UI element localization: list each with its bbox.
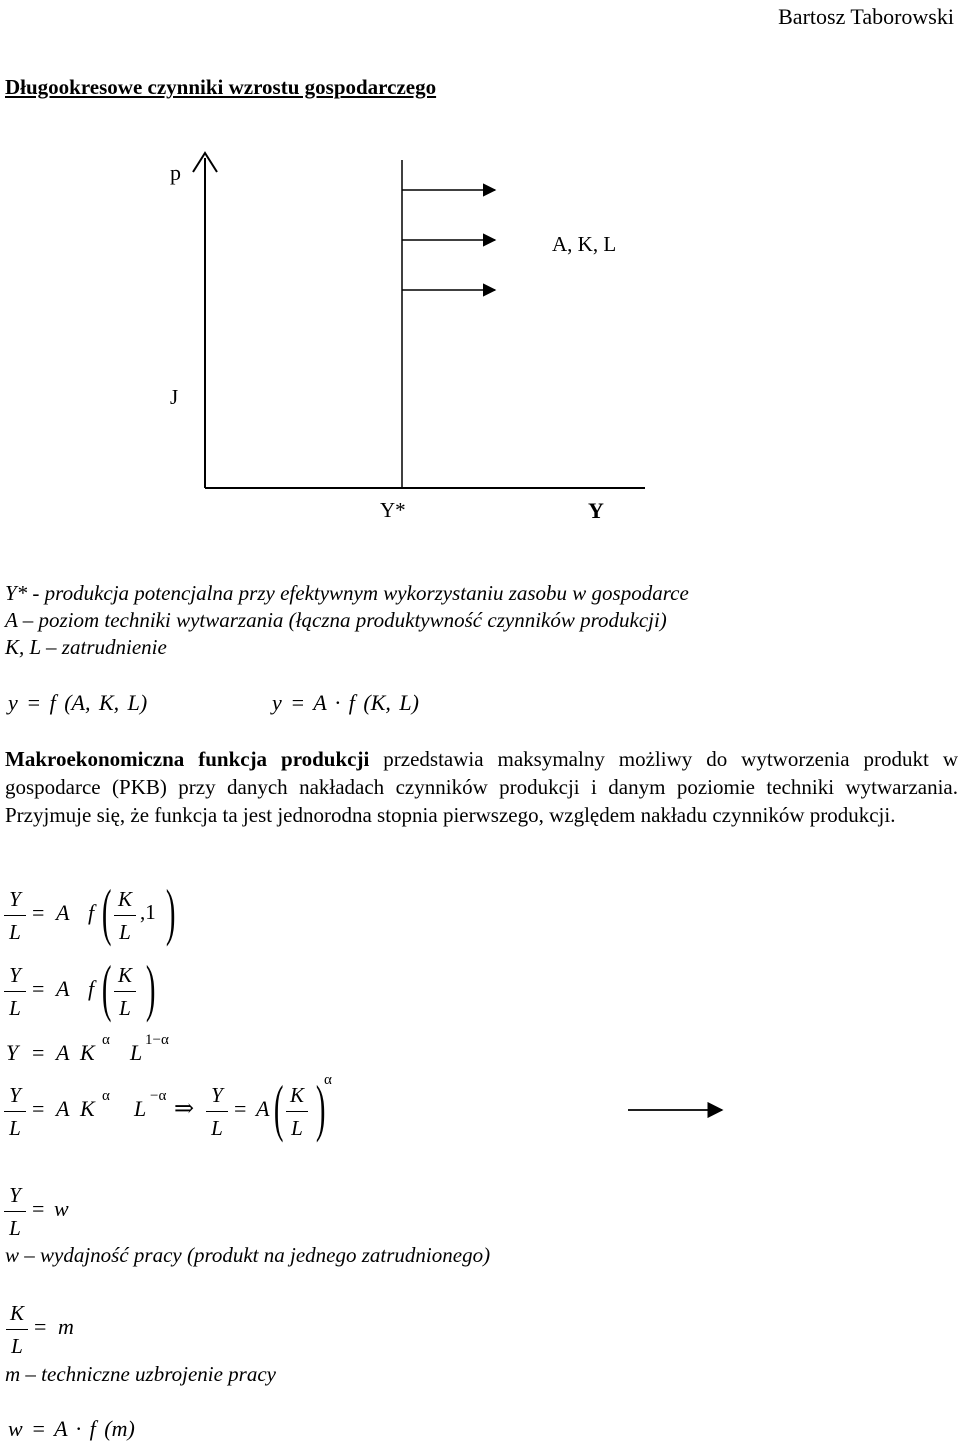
frac-num: Y <box>9 887 21 911</box>
curve-label: J <box>170 385 179 409</box>
note-w: w – wydajność pracy (produkt na jednego zatrudnionego) <box>5 1243 491 1267</box>
right-paren: ) <box>145 952 156 1023</box>
left-paren: ( <box>101 876 112 947</box>
symbol-w: w <box>54 1196 69 1221</box>
formula-production-1: y = f (A, K, L) <box>8 690 148 715</box>
exponent-alpha: α <box>324 1072 332 1088</box>
fraction-y-over-l-5: Y L <box>4 1182 26 1241</box>
page-title: Długookresowe czynniki wzrostu gospodarczego <box>5 75 437 99</box>
axis-y-label: p <box>170 160 181 185</box>
symbol-m: m <box>58 1314 74 1339</box>
equals-sign: = <box>34 1314 47 1339</box>
comma-one: ,1 <box>140 900 156 924</box>
left-paren: ( <box>101 952 112 1023</box>
equals-sign: = <box>32 976 45 1001</box>
symbol-a: A <box>256 1096 270 1121</box>
exponent-one-minus-alpha: 1−α <box>145 1032 169 1048</box>
fraction-y-over-l-4: Y L <box>206 1082 228 1141</box>
symbol-l: L <box>134 1096 147 1121</box>
formula-w: w = A · f (m) <box>8 1416 135 1441</box>
author-name: Bartosz Taborowski <box>778 4 954 29</box>
definition-y-star: Y* - produkcja potencjalna przy efektywnym wykorzystaniu zasobu w gospodarce <box>5 581 689 605</box>
exponent-alpha: α <box>102 1032 110 1048</box>
exponent-minus-alpha: −α <box>150 1088 167 1104</box>
implies-arrow: ⇒ <box>174 1096 195 1122</box>
symbol-y: Y <box>6 1040 19 1065</box>
equals-sign: = <box>32 900 45 925</box>
symbol-a: A <box>56 900 70 925</box>
symbol-f: f <box>88 976 95 1001</box>
axis-x-label: Y <box>588 498 604 523</box>
shift-label: A, K, L <box>552 232 617 256</box>
equals-sign: = <box>32 1196 45 1221</box>
note-m: m – techniczne uzbrojenie pracy <box>5 1362 276 1386</box>
fraction-k-over-l-2: K L <box>114 962 136 1021</box>
definition-paragraph <box>5 745 958 829</box>
symbol-a: A <box>56 1096 70 1121</box>
symbol-a: A <box>56 1040 70 1065</box>
fraction-y-over-l-3: Y L <box>4 1082 26 1141</box>
definition-kl: K, L – zatrudnienie <box>5 635 167 659</box>
formula-production-2: y = A · f (K, L) <box>272 690 419 715</box>
fraction-y-over-l-2: Y L <box>4 962 26 1021</box>
fraction-k-over-l-3: K L <box>286 1082 308 1141</box>
potential-output-label: Y* <box>380 498 406 522</box>
symbol-k: K <box>80 1096 95 1121</box>
symbol-l: L <box>130 1040 143 1065</box>
right-paren: ) <box>315 1072 326 1143</box>
left-paren: ( <box>273 1072 284 1143</box>
equals-sign: = <box>32 1040 45 1065</box>
fraction-k-over-l-4: K L <box>6 1300 28 1359</box>
paragraph-text: przedstawia maksymalny możliwy do wytworzenia produkt w gospodarce (PKB) przy danych nakładach czynników produkcji i danym poziomie techniki wytwarzania. Przyjmuje się, że funkcja ta jest jednorodna stopnia pierwszego, względem nakładu czynników produkcji. <box>5 747 959 827</box>
symbol-k: K <box>80 1040 95 1065</box>
fraction-y-over-l-1 <box>4 886 26 945</box>
frac-den: L <box>9 920 21 944</box>
fraction-k-over-l-1: K L <box>114 886 136 945</box>
equals-sign: = <box>234 1096 247 1121</box>
equals-sign: = <box>32 1096 45 1121</box>
right-paren: ) <box>165 876 176 947</box>
exponent-alpha: α <box>102 1088 110 1104</box>
symbol-a: A <box>56 976 70 1001</box>
paragraph-bold-term: Makroekonomiczna funkcja produkcji <box>5 747 370 771</box>
symbol-f: f <box>88 900 95 925</box>
definition-a: A – poziom techniki wytwarzania (łączna produktywność czynników produkcji) <box>5 608 667 632</box>
